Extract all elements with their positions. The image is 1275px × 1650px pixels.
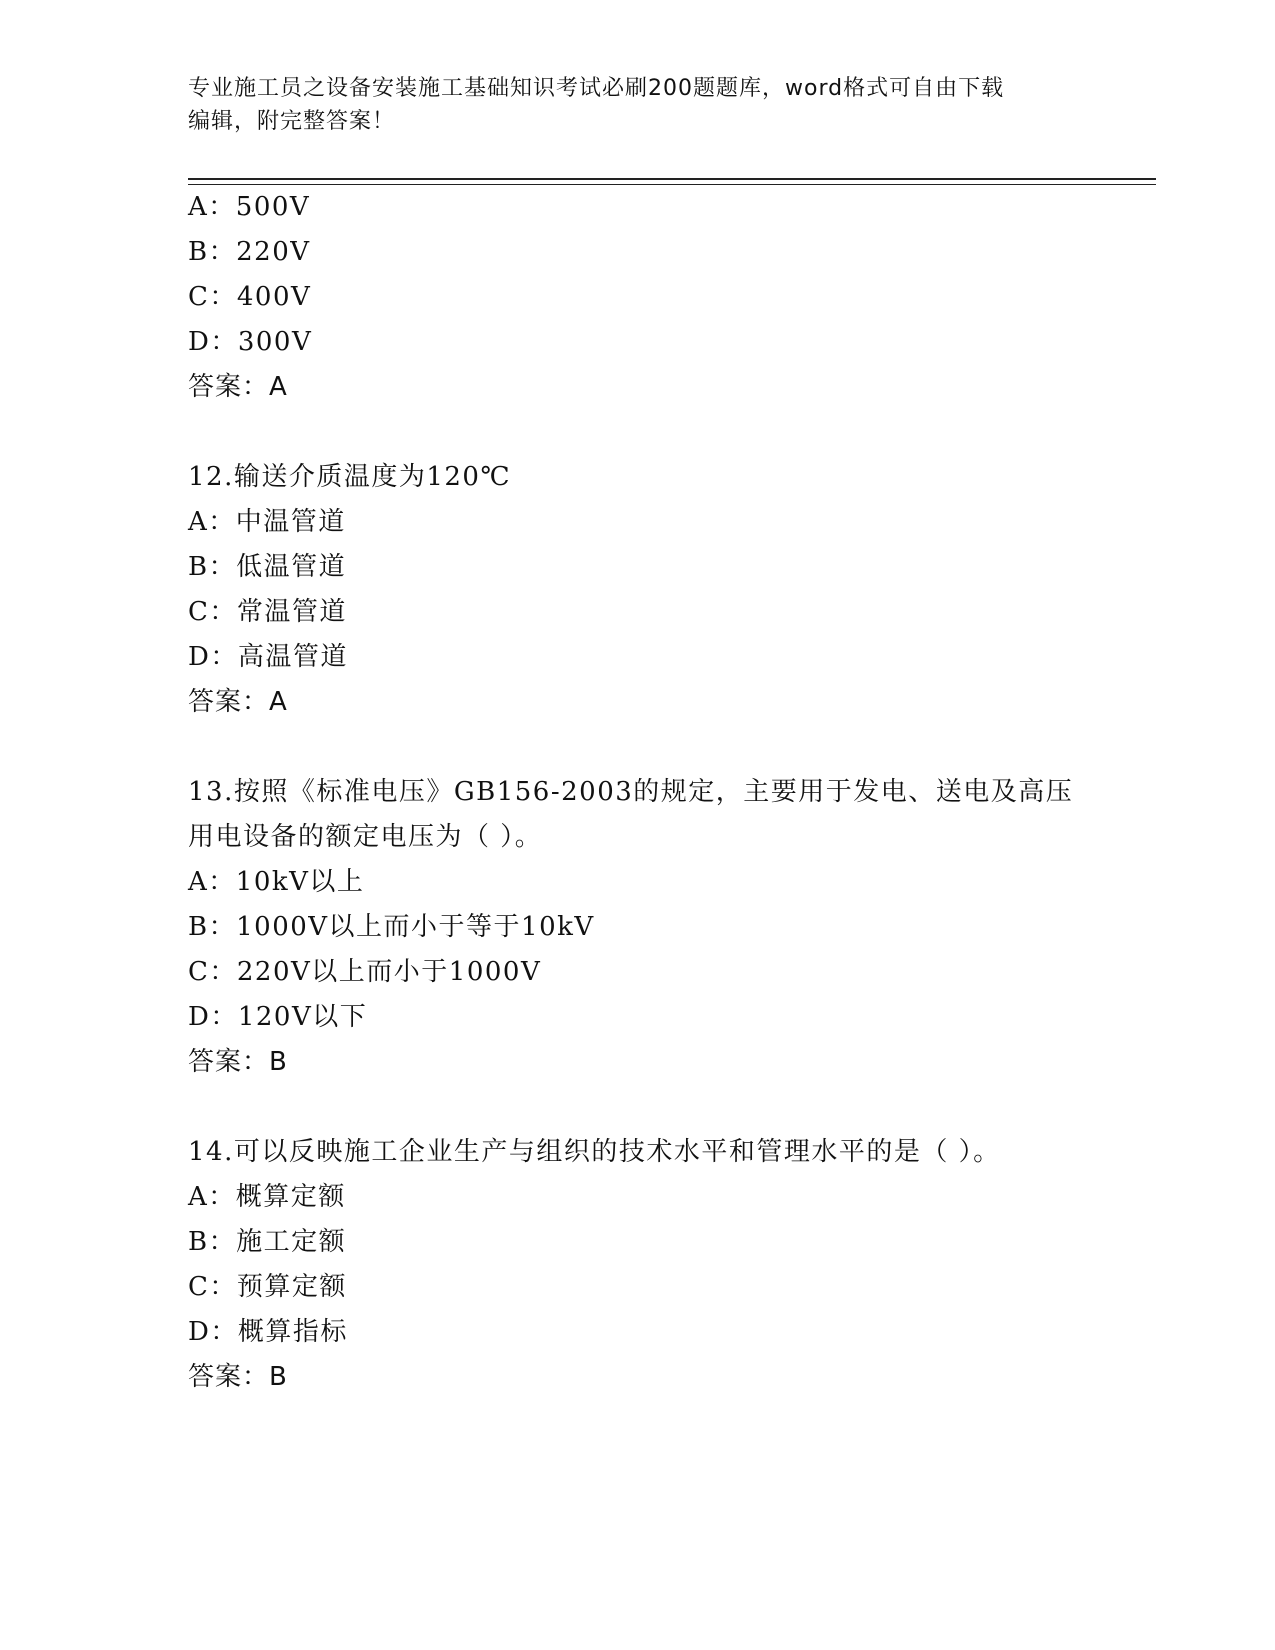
q13-option-a: A：10kV以上 — [188, 867, 365, 897]
header-divider-thick — [188, 178, 1156, 180]
q13-option-b: B：1000V以上而小于等于10kV — [188, 912, 595, 942]
q14-question: 14.可以反映施工企业生产与组织的技术水平和管理水平的是（ ）。 — [188, 1137, 1001, 1167]
q13-option-c: C：220V以上而小于1000V — [188, 957, 542, 987]
q12-question: 12.输送介质温度为120℃ — [188, 462, 512, 492]
q13-question-line-2: 用电设备的额定电压为（ ）。 — [188, 822, 543, 852]
q12-option-a: A：中温管道 — [188, 507, 346, 537]
q14-option-d: D：概算指标 — [188, 1317, 348, 1347]
q12-option-d: D：高温管道 — [188, 642, 348, 672]
document-header — [188, 72, 1078, 138]
q13-question-line-1: 13.按照《标准电压》GB156-2003的规定，主要用于发电、送电及高压 — [188, 777, 1074, 807]
q13-answer: 答案：B — [188, 1047, 288, 1077]
header-divider-thin — [188, 184, 1156, 185]
q11-option-c: C：400V — [188, 282, 312, 312]
q12-answer: 答案：A — [188, 687, 288, 717]
q12-option-c: C：常温管道 — [188, 597, 347, 627]
q11-answer: 答案：A — [188, 372, 288, 402]
q12-option-b: B：低温管道 — [188, 552, 347, 582]
q14-option-c: C：预算定额 — [188, 1272, 347, 1302]
q11-option-d: D：300V — [188, 327, 313, 357]
header-line-2: 编辑，附完整答案！ — [188, 109, 396, 134]
q14-option-a: A：概算定额 — [188, 1182, 346, 1212]
q14-answer: 答案：B — [188, 1362, 288, 1392]
q13-option-d: D：120V以下 — [188, 1002, 368, 1032]
q11-option-a: A：500V — [188, 192, 311, 222]
q11-option-b: B：220V — [188, 237, 311, 267]
q14-option-b: B：施工定额 — [188, 1227, 347, 1257]
header-line-1: 专业施工员之设备安装施工基础知识考试必刷200题题库，word格式可自由下载 — [188, 76, 1005, 101]
